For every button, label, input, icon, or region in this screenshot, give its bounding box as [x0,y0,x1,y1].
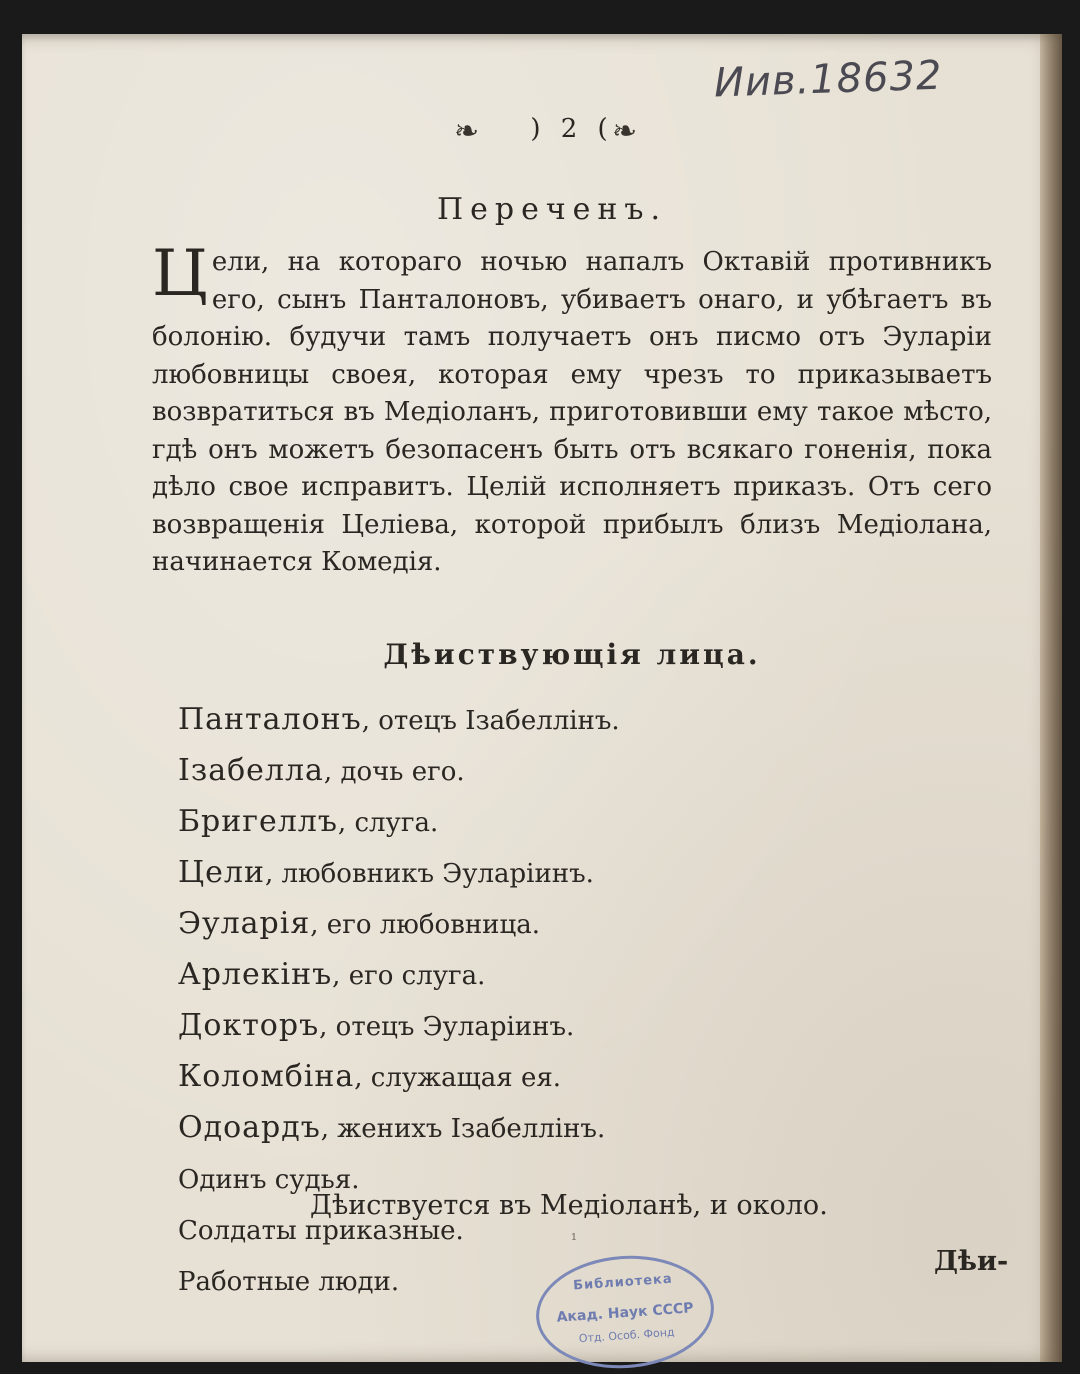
cast-desc: Работные люди. [178,1267,400,1297]
cast-name: Бригеллъ [178,804,338,839]
cast-desc: , отецъ Ізабеллінъ. [361,706,620,736]
stamp-line: Акад. Наук СССР [556,1300,694,1326]
cast-name: Ізабелла [178,753,324,788]
signature-mark: ¹ [570,1230,578,1249]
cast-desc: , слуга. [337,808,439,838]
cast-name: Коломбіна [178,1059,355,1094]
cast-name: Докторъ [178,1008,320,1043]
summary-heading: Переченъ. [436,192,668,227]
cast-desc: Солдаты приказные. [178,1216,464,1246]
setting-line: Дѣиствуется въ Медіоланѣ, и около. [310,1190,828,1221]
cast-heading: Дѣиствующія лица. [383,638,761,671]
cast-name: Панталонъ [178,702,362,737]
cast-desc: Одинъ судья. [178,1165,360,1195]
cast-item [178,949,878,1000]
cast-desc: , женихъ Ізабеллінъ. [320,1114,606,1144]
cast-item [178,796,878,847]
cast-item [178,898,878,949]
cast-item [178,1102,878,1153]
fleuron-right-icon: ❧ [612,114,638,149]
cast-desc: , его любовница. [310,910,540,940]
cast-name: Цели [178,855,265,890]
summary-text: ели, на котораго ночью напалъ Октавій противникъ его, сынъ Панталоновъ, убиваетъ онаго, и убѣгаетъ въ болонію. будучи тамъ получаетъ онъ писмо отъ Эуларіи любовницы своея, которая ему чрезъ то приказываетъ возвратиться въ Медіоланъ, приготовивши ему такое мѣсто, гдѣ онъ можетъ безопасенъ быть отъ всякаго гоненія, пока дѣло свое исправитъ. Целій исполняетъ приказъ. Отъ сего возвращенія Целіева, которой прибылъ близъ Медіолана, начинается Комедія. [152,247,992,577]
page-gutter-shadow [1040,34,1062,1362]
cast-desc: , отецъ Эуларіинъ. [319,1012,575,1042]
handwritten-shelfmark: Иив.18632 [713,52,944,107]
cast-item [178,1255,878,1306]
cast-name: Одоардъ [178,1110,321,1145]
cast-desc: , дочь его. [323,757,465,787]
summary-paragraph [152,237,992,582]
cast-desc: , его слуга. [332,961,486,991]
cast-item [178,1000,878,1051]
stamp-line: Отд. Особ. Фонд [578,1325,675,1346]
cast-item [178,1051,878,1102]
stamp-line: Библиотека [572,1271,674,1294]
fleuron-left-icon: ❧ [454,114,480,149]
cast-desc: , служащая ея. [354,1063,561,1093]
cast-item [178,847,878,898]
cast-item [178,745,878,796]
cast-item [178,694,878,745]
page-number: ) 2 ( [530,114,614,144]
drop-cap: Ц [152,237,208,311]
cast-desc: , любовникъ Эуларіинъ. [264,859,594,889]
cast-name: Арлекінъ [178,957,333,992]
catchword: Дѣи- [934,1246,1009,1277]
book-page [22,34,1062,1362]
cast-name: Эуларія [178,906,311,941]
